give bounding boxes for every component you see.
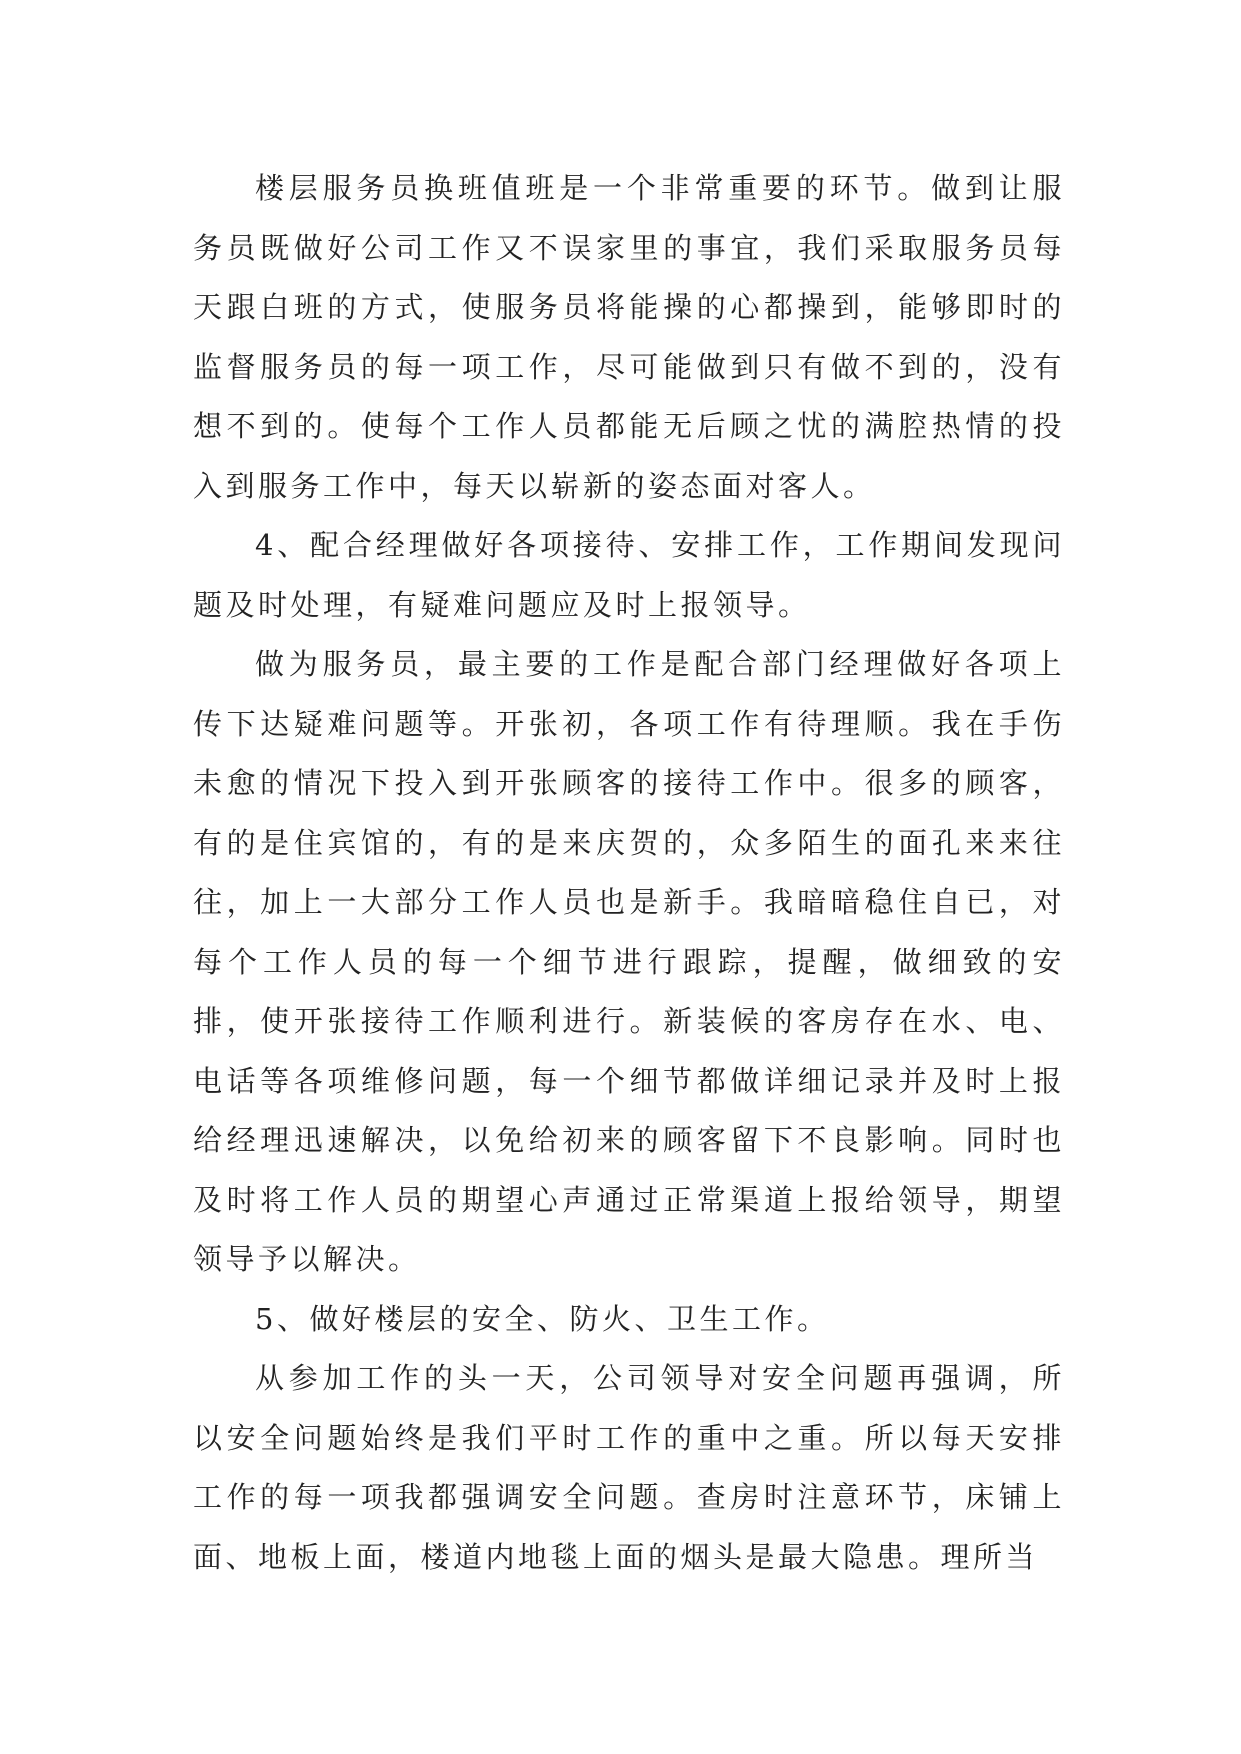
paragraph-item-4-heading: 4、配合经理做好各项接待、安排工作，工作期间发现问题及时处理，有疑难问题应及时上报领导。 (193, 528, 1065, 622)
document-body (193, 159, 1065, 1587)
paragraph-reception-work: 做为服务员，最主要的工作是配合部门经理做好各项上传下达疑难问题等。开张初，各项工作有待理顺。我在手伤未愈的情况下投入到开张顾客的接待工作中。很多的顾客，有的是住宾馆的，有的是来庆贺的，众多陌生的面孔来来往往，加上一大部分工作人员也是新手。我暗暗稳住自已，对每个工作人员的每一个细节进行跟踪，提醒，做细致的安排，使开张接待工作顺利进行。新装候的客房存在水、电、电话等各项维修问题，每一个细节都做详细记录并及时上报给经理迅速解决，以免给初来的顾客留下不良影响。同时也及时将工作人员的期望心声通过正常渠道上报给领导，期望领导予以解决。 (193, 647, 1065, 1276)
paragraph-shift-duty: 楼层服务员换班值班是一个非常重要的环节。做到让服务员既做好公司工作又不误家里的事宜，我们采取服务员每天跟白班的方式，使服务员将能操的心都操到，能够即时的监督服务员的每一项工作，尽可能做到只有做不到的，没有想不到的。使每个工作人员都能无后顾之忧的满腔热情的投入到服务工作中，每天以崭新的姿态面对客人。 (193, 171, 1065, 503)
paragraph-item-5-heading: 5、做好楼层的安全、防火、卫生工作。 (255, 1301, 830, 1336)
paragraph-safety-work: 从参加工作的头一天，公司领导对安全问题再强调，所以安全问题始终是我们平时工作的重中之重。所以每天安排工作的每一项我都强调安全问题。查房时注意环节，床铺上面、地板上面，楼道内地毯上面的烟头是最大隐患。理所当 (193, 1361, 1065, 1574)
